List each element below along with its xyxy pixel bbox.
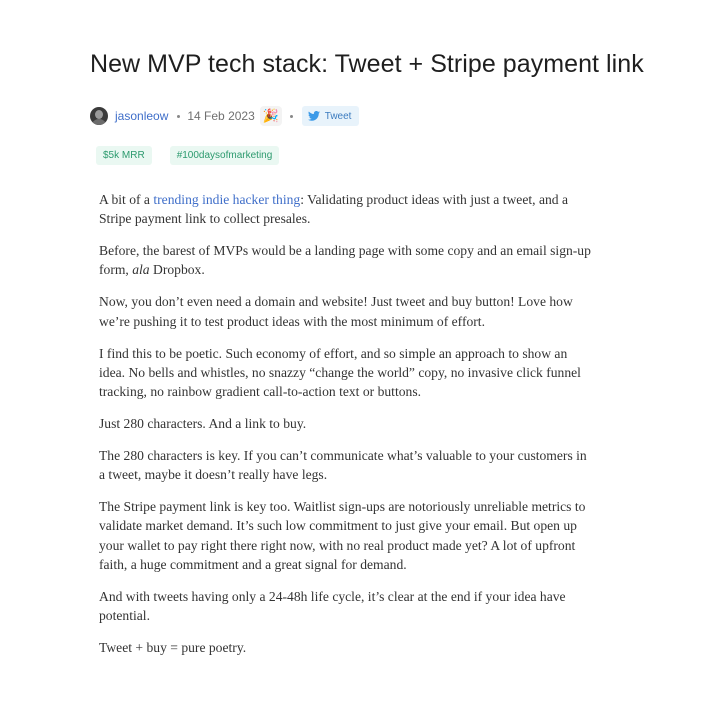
separator-dot	[177, 115, 180, 118]
separator-dot	[290, 115, 293, 118]
paragraph: Before, the barest of MVPs would be a landing page with some copy and an email sign-up form, ala Dropbox.	[99, 243, 591, 278]
paragraph: The Stripe payment link is key too. Waitlist sign-ups are notoriously unreliable metrics to validate market demand. It’s such low commitment to just give your email. But open up your wallet to pay right there right now, with no real product made yet? A lot of upfront faith, a huge commitment and a great signal for demand.	[99, 499, 586, 572]
post-date: 14 Feb 2023	[187, 109, 255, 123]
author-link[interactable]: jasonleow	[115, 109, 169, 123]
post-title: New MVP tech stack: Tweet + Stripe payment link	[90, 50, 644, 78]
trending-indie-hacker-link[interactable]: trending indie hacker thing	[153, 192, 301, 207]
paragraph: Now, you don’t even need a domain and website! Just tweet and buy button! Love how we’re pushing it to test product ideas with the most minimum of effort.	[99, 294, 573, 329]
paragraph: A bit of a trending indie hacker thing: Validating product ideas with just a tweet, and a Stripe payment link to collect presales.	[99, 192, 569, 227]
paragraph: I find this to be poetic. Such economy of effort, and so simple an approach to show an idea. No bells and whistles, no snazzy “change the world” copy, no invasive click funnel tracking, no rainbow gradient call-to-action text or buttons.	[99, 345, 581, 400]
party-popper-icon[interactable]: 🎉	[260, 106, 282, 126]
post-body	[99, 190, 595, 670]
tag-100daysofmarketing[interactable]: #100daysofmarketing	[170, 146, 280, 165]
author-avatar[interactable]	[90, 107, 108, 125]
post-meta	[90, 105, 359, 127]
paragraph: And with tweets having only a 24-48h life cycle, it’s clear at the end if your idea have potential.	[99, 588, 566, 624]
paragraph: The 280 characters is key. If you can’t communicate what’s valuable to your customers in a tweet, maybe it doesn’t really have legs.	[99, 448, 587, 483]
twitter-bird-icon	[308, 111, 320, 121]
tweet-button[interactable]	[302, 106, 360, 126]
paragraph: Just 280 characters. And a link to buy.	[99, 416, 307, 432]
tag-5k-mrr[interactable]: $5k MRR	[96, 146, 152, 165]
tag-list	[96, 146, 297, 165]
paragraph: Tweet + buy = pure poetry.	[99, 640, 247, 656]
tweet-button-label: Tweet	[324, 110, 352, 122]
